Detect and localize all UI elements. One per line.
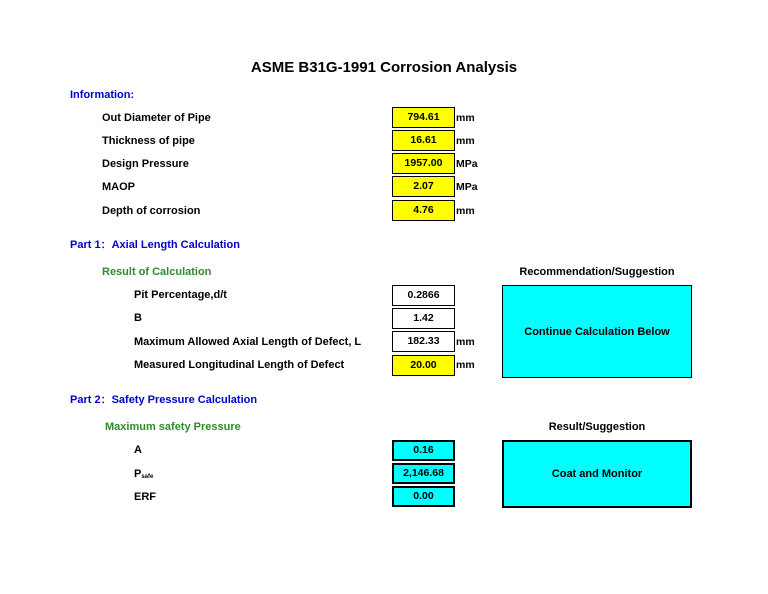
part2-subheading: Maximum safety Pressure	[105, 421, 241, 433]
p2-value-a: 0.16	[392, 440, 455, 461]
info-label-thickness: Thickness of pipe	[102, 135, 195, 147]
p1-unit-max-axial-length: mm	[456, 336, 475, 348]
info-value-outer-diameter[interactable]: 794.61	[392, 107, 455, 128]
info-unit-outer-diameter: mm	[456, 112, 475, 124]
info-label-maop: MAOP	[102, 181, 135, 193]
p2-label-psafe	[134, 468, 153, 480]
p1-label-max-axial-length: Maximum Allowed Axial Length of Defect, L	[134, 336, 362, 348]
p1-label-measured-length: Measured Longitudinal Length of Defect	[134, 359, 345, 371]
p2-label-a: A	[134, 444, 142, 456]
part1-subheading: Result of Calculation	[102, 266, 212, 278]
info-unit-design-pressure: MPa	[456, 158, 478, 170]
p2-value-erf: 0.00	[392, 486, 455, 507]
info-value-design-pressure[interactable]: 1957.00	[392, 153, 455, 174]
info-unit-maop: MPa	[456, 181, 478, 193]
page-title: ASME B31G-1991 Corrosion Analysis	[250, 59, 518, 76]
p1-unit-measured-length: mm	[456, 359, 475, 371]
info-label-outer-diameter: Out Diameter of Pipe	[102, 112, 211, 124]
p1-value-measured-length[interactable]: 20.00	[392, 355, 455, 376]
recommendation-box	[502, 285, 692, 378]
p1-label-pit-percentage: Pit Percentage,d/t	[134, 289, 227, 301]
information-heading: Information:	[70, 89, 135, 101]
part1-heading: Part 1：Axial Length Calculation	[70, 239, 240, 251]
result-header: Result/Suggestion	[548, 421, 646, 433]
recommendation-text: Continue Calculation Below	[524, 325, 670, 338]
info-unit-depth-corrosion: mm	[456, 205, 475, 217]
result-box	[502, 440, 692, 508]
info-unit-thickness: mm	[456, 135, 475, 147]
p1-value-max-axial-length: 182.33	[392, 331, 455, 352]
recommendation-header: Recommendation/Suggestion	[519, 266, 675, 278]
p2-label-psafe-main: P	[134, 468, 142, 480]
info-label-design-pressure: Design Pressure	[102, 158, 189, 170]
p2-value-psafe: 2,146.68	[392, 463, 455, 484]
info-value-thickness[interactable]: 16.61	[392, 130, 455, 151]
info-value-maop[interactable]: 2.07	[392, 176, 455, 197]
p1-value-pit-percentage: 0.2866	[392, 285, 455, 306]
info-label-depth-corrosion: Depth of corrosion	[102, 205, 201, 217]
p1-label-b: B	[134, 312, 142, 324]
p2-label-erf: ERF	[134, 491, 156, 503]
part2-heading: Part 2：Safety Pressure Calculation	[70, 394, 258, 406]
info-value-depth-corrosion[interactable]: 4.76	[392, 200, 455, 221]
p1-value-b: 1.42	[392, 308, 455, 329]
result-text: Coat and Monitor	[551, 468, 643, 480]
p2-label-psafe-sub: safe	[141, 474, 154, 480]
